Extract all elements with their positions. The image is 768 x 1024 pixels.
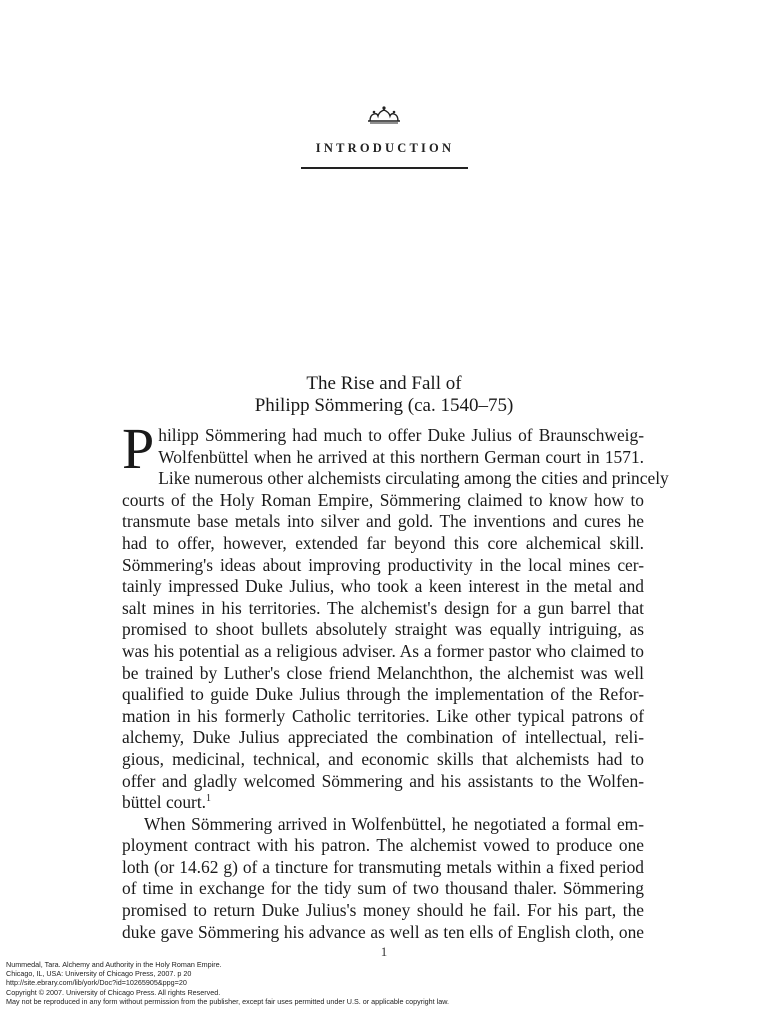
- paragraph-1-last-line-text: büttel court.: [122, 792, 207, 813]
- paragraph-2-line: When Sömmering arrived in Wolfenbüttel, he negotiated a formal em-: [144, 813, 644, 834]
- section-title-line-1: The Rise and Fall of: [306, 373, 462, 394]
- paragraph-2-line: of time in exchange for the tidy sum of two thousand thaler. Sömmering: [122, 878, 644, 899]
- paragraph-1-line: tainly impressed Duke Julius, who took a keen interest in the metal and: [122, 576, 644, 597]
- paragraph-1-line: alchemy, Duke Julius appreciated the combination of intellectual, reli-: [122, 727, 644, 748]
- chapter-rule-divider: [301, 167, 468, 169]
- citation-line: Chicago, IL, USA: University of Chicago Press, 2007. p 20: [6, 969, 192, 979]
- paragraph-1-line: be trained by Luther's close friend Melanchthon, the alchemist was well: [122, 662, 644, 683]
- citation-line: Nummedal, Tara. Alchemy and Authority in the Holy Roman Empire.: [6, 960, 222, 969]
- paragraph-1-line: qualified to guide Duke Julius through the implementation of the Refor-: [122, 684, 644, 705]
- citation-line: Copyright © 2007. University of Chicago Press. All rights Reserved.: [6, 987, 221, 997]
- paragraph-1-line-1: hilipp Sömmering had much to offer Duke Julius of Braunschweig-: [158, 425, 644, 445]
- paragraph-1-last-line: [122, 792, 644, 814]
- paragraph-2-line: ployment contract with his patron. The alchemist vowed to produce one: [122, 835, 644, 856]
- paragraph-1-line: courts of the Holy Roman Empire, Sömmering claimed to know how to: [122, 489, 644, 510]
- paragraph-1-line-2: Wolfenbüttel when he arrived at this northern German court in 1571.: [158, 446, 644, 467]
- paragraph-2-line: loth (or 14.62 g) of a tincture for transmuting metals within a fixed period: [122, 856, 644, 877]
- paragraph-1-line: Sömmering's ideas about improving productivity in the local mines cer-: [122, 554, 644, 575]
- paragraph-1-line: transmute base metals into silver and gold. The inventions and cures he: [122, 511, 644, 532]
- citation-url[interactable]: http://site.ebrary.com/lib/york/Doc?id=10265905&ppg=20: [6, 978, 187, 988]
- paragraph-1-line: offer and gladly welcomed Sömmering and his assistants to the Wolfen-: [122, 770, 644, 791]
- citation-footer: [6, 960, 766, 1006]
- page-number: 1: [380, 944, 388, 959]
- paragraph-1-line: was his potential as a religious adviser. As a former pastor who claimed to: [122, 640, 644, 661]
- paragraph-1-line: had to offer, however, extended far beyond this core alchemical skill.: [122, 532, 644, 553]
- body-text: [122, 416, 669, 943]
- section-title-line-2: Philipp Sömmering (ca. 1540–75): [254, 395, 514, 416]
- chapter-label: INTRODUCTION: [315, 141, 455, 155]
- footnote-marker[interactable]: 1: [206, 793, 212, 805]
- crown-ornament-icon: [364, 104, 404, 126]
- paragraph-1-line: promised to shoot bullets absolutely straight was equally intriguing, as: [122, 619, 644, 640]
- paragraph-1-line: mation in his formerly Catholic territories. Like other typical patrons of: [122, 705, 644, 726]
- paragraph-1-line: salt mines in his territories. The alchemist's design for a gun barrel that: [122, 597, 644, 618]
- drop-cap: P: [122, 416, 155, 481]
- paragraph-2-line: promised to return Duke Julius's money should he fail. For his part, the: [122, 900, 644, 921]
- paragraph-1-line: Like numerous other alchemists circulating among the cities and princely: [158, 468, 669, 489]
- citation-line: May not be reproduced in any form without permission from the publisher, except fair uses permitted under U.S. or applicable copyright law.: [6, 996, 450, 1006]
- paragraph-1-line: gious, medicinal, technical, and economic skills that alchemists had to: [122, 748, 644, 769]
- paragraph-2-line: duke gave Sömmering his advance as well as ten ells of English cloth, one: [122, 921, 644, 942]
